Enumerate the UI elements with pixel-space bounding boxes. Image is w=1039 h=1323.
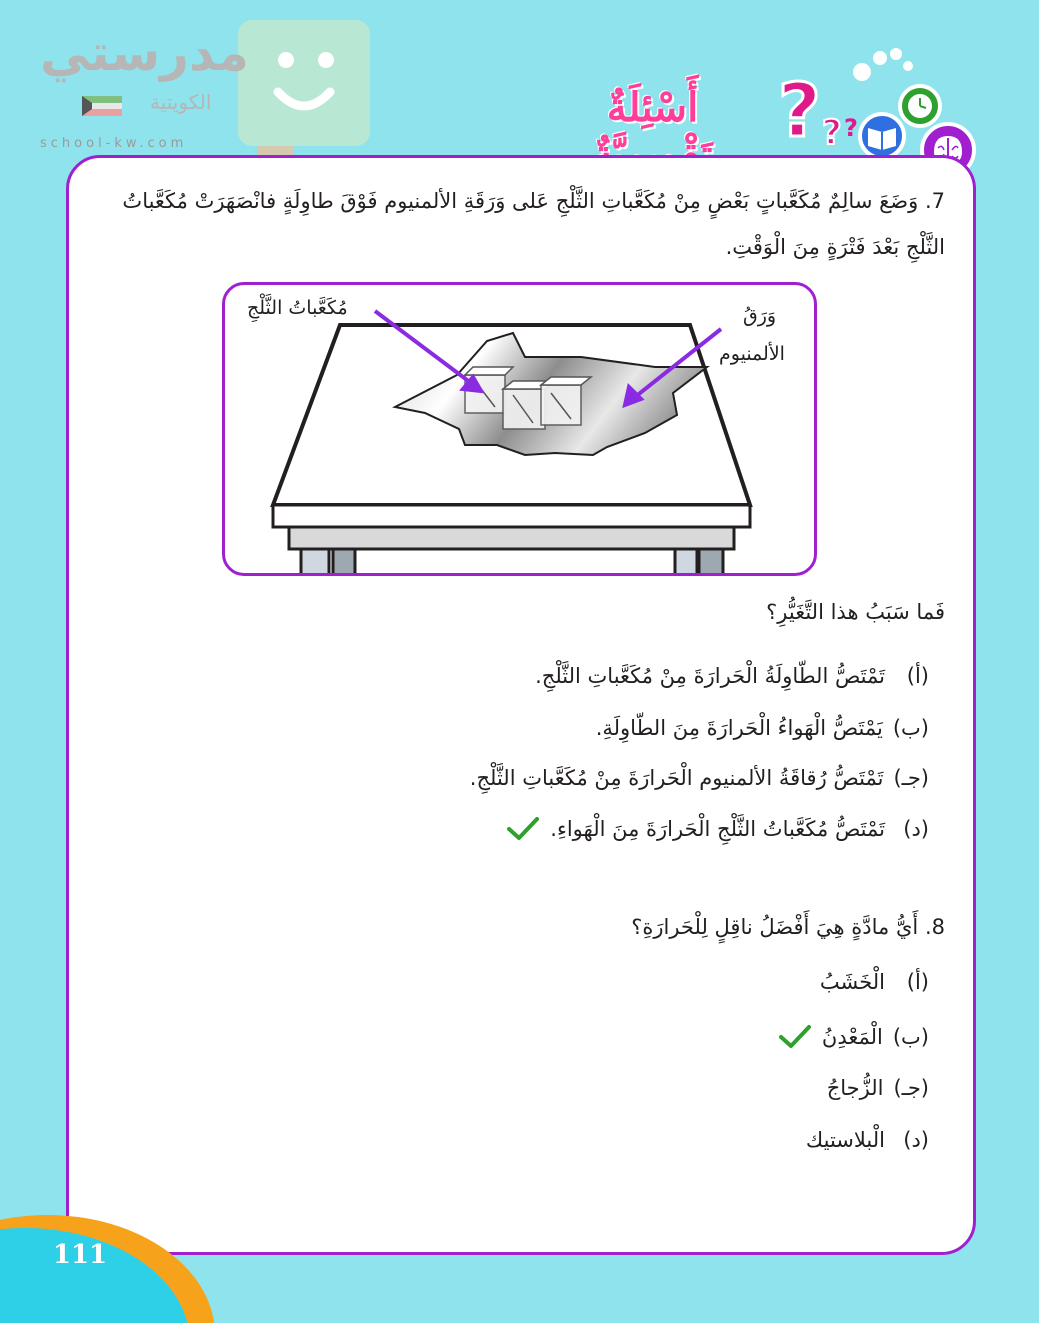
bubble-icon <box>873 51 887 65</box>
clock-icon <box>900 86 940 126</box>
table-leg <box>675 549 697 576</box>
table-leg <box>333 549 355 576</box>
table-edge <box>273 505 750 527</box>
option-marker: (ب) <box>892 1025 929 1049</box>
option-text: الْبلاستيك <box>805 1128 885 1152</box>
q8-option-d[interactable] <box>806 1128 929 1152</box>
svg-text:?: ? <box>778 68 821 154</box>
logo-brand-name: مدرستي <box>40 24 249 82</box>
bubble-icon <box>890 48 902 60</box>
table-apron <box>289 527 734 549</box>
question-8-number: 8. <box>924 915 945 939</box>
q7-option-c[interactable] <box>470 766 929 790</box>
question-7-number: 7. <box>924 189 945 213</box>
option-marker: (جـ) <box>893 1076 929 1100</box>
option-text: تَمْتَصُّ مُكَعَّباتُ الثَّلْجِ الْحَرارَةَ مِنَ الْهَواءِ. <box>550 817 885 841</box>
option-marker: (د) <box>903 1128 929 1152</box>
option-marker: (ب) <box>892 716 929 740</box>
smile-face-icon <box>238 20 370 146</box>
option-text: الزُّجاجُ <box>826 1076 884 1100</box>
logo-subtitle: الكويتية <box>150 90 212 114</box>
foil-label-line1: وَرَقُ <box>743 305 777 327</box>
option-marker: (أ) <box>906 664 929 688</box>
option-text: الْخَشَبُ <box>819 970 885 994</box>
table-leg <box>699 549 723 576</box>
q8-option-b[interactable] <box>778 1024 929 1050</box>
svg-text:?: ? <box>844 114 858 142</box>
bubble-icon <box>903 61 913 71</box>
question-7-stem: فَما سَبَبُ هذا التَّغَيُّرِ؟ <box>766 600 945 624</box>
section-title: أَسْئِلَةٌ <box>606 84 699 131</box>
question-8 <box>500 915 945 939</box>
option-marker: (د) <box>903 817 929 841</box>
option-text: يَمْتَصُّ الْهَواءُ الْحَرارَةَ مِنَ الطّاوِلَةِ. <box>595 716 883 740</box>
bubble-icon <box>853 63 871 81</box>
ice-on-foil-illustration <box>222 282 817 576</box>
option-marker: (جـ) <box>893 766 929 790</box>
option-text: تَمْتَصُّ الطّاوِلَةُ الْحَرارَةَ مِنْ مُكَعَّباتِ الثَّلْجِ. <box>535 664 885 688</box>
question-7-text: وَضَعَ سالِمٌ مُكَعَّباتٍ بَعْضٍ مِنْ مُكَعَّباتِ الثَّلْجِ عَلى وَرَقَةِ الألمنيوم فَوْقَ طاوِلَةٍ فانْصَهَرَتْ مُكَعَّباتُ الثَّلْجِ بَعْدَ فَتْرَةٍ مِنَ الْوَقْتِ. <box>122 189 945 259</box>
question-7 <box>95 178 945 270</box>
option-text: الْمَعْدِنُ <box>821 1025 883 1049</box>
q8-option-a[interactable] <box>820 970 929 994</box>
option-text: تَمْتَصُّ رُقاقَةُ الألمنيوم الْحَرارَةَ مِنْ مُكَعَّباتِ الثَّلْجِ. <box>469 766 884 790</box>
q8-option-c[interactable] <box>827 1076 929 1100</box>
site-logo <box>30 18 390 168</box>
q7-option-b[interactable] <box>596 716 929 740</box>
foil-label-line2: الألمنيوم <box>719 343 785 365</box>
q7-option-a[interactable] <box>535 664 929 688</box>
table-leg <box>301 549 329 576</box>
ice-cubes-label: مُكَعَّباتُ الثَّلْجِ <box>247 297 348 319</box>
question-8-text: أَيُّ مادَّةٍ هِيَ أَفْضَلُ ناقِلٍ لِلْحَرارَةِ؟ <box>631 915 919 939</box>
question-mark-icon <box>778 68 858 154</box>
svg-text:?: ? <box>822 113 842 153</box>
checkmark-icon <box>778 1024 812 1050</box>
q7-option-d[interactable] <box>506 816 929 842</box>
table-scene <box>225 285 817 576</box>
logo-url: school-kw.com <box>40 136 188 151</box>
checkmark-icon <box>506 816 540 842</box>
page-number: 111 <box>52 1240 108 1270</box>
book-icon <box>860 114 904 158</box>
option-marker: (أ) <box>906 970 929 994</box>
kuwait-flag-icon <box>82 96 122 116</box>
